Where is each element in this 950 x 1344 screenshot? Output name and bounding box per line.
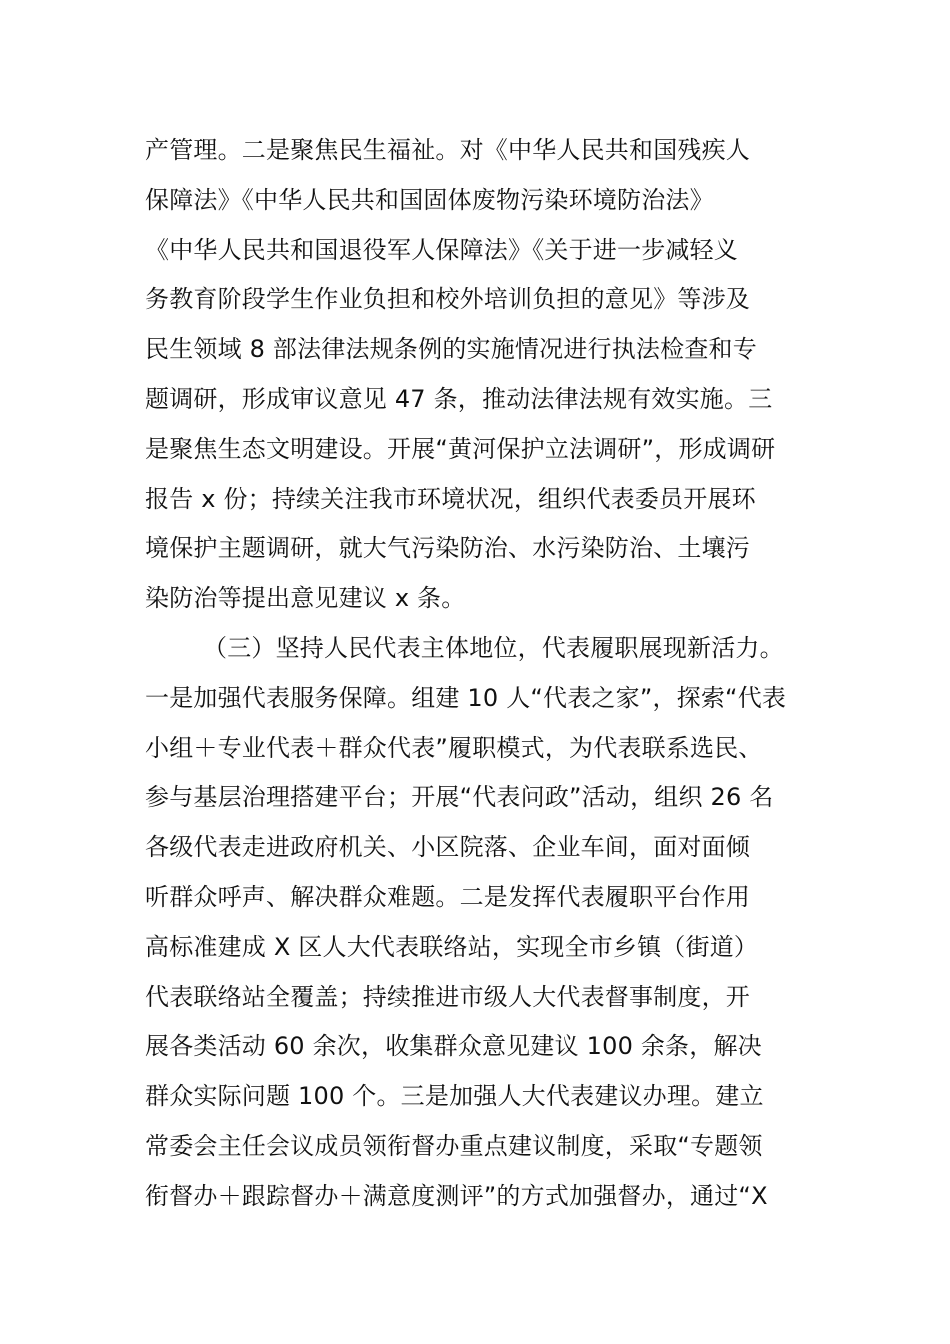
text-line: 民生领域 8 部法律法规条例的实施情况进行执法检查和专 bbox=[145, 335, 757, 364]
text-line: 保障法》《中华人民共和国固体废物污染环境防治法》 bbox=[145, 185, 714, 214]
body-text bbox=[145, 126, 825, 1222]
text-line: 各级代表走进政府机关、小区院落、企业车间，面对面倾 bbox=[145, 833, 750, 862]
text-line: 题调研，形成审议意见 47 条，推动法律法规有效实施。三 bbox=[145, 384, 773, 413]
text-line: 染防治等提出意见建议 x 条。 bbox=[145, 584, 466, 613]
text-line: 报告 x 份；持续关注我市环境状况，组织代表委员开展环 bbox=[145, 484, 756, 513]
section-heading: （三）坚持人民代表主体地位，代表履职展现新活力。 bbox=[203, 633, 784, 662]
text-line: 衔督办＋跟踪督办＋满意度测评”的方式加强督办，通过“X bbox=[145, 1181, 768, 1210]
text-line: 常委会主任会议成员领衔督办重点建议制度，采取“专题领 bbox=[145, 1131, 763, 1160]
text-line: 高标准建成 X 区人大代表联络站，实现全市乡镇（街道） bbox=[145, 932, 759, 961]
text-line: 是聚焦生态文明建设。开展“黄河保护立法调研”，形成调研 bbox=[145, 434, 776, 463]
text-line: 一是加强代表服务保障。组建 10 人“代表之家”，探索“代表 bbox=[145, 683, 787, 712]
text-line: 《中华人民共和国退役军人保障法》《关于进一步减轻义 bbox=[145, 235, 738, 264]
text-line: 听群众呼声、解决群众难题。二是发挥代表履职平台作用 bbox=[145, 882, 750, 911]
text-line: 代表联络站全覆盖；持续推进市级人大代表督事制度，开 bbox=[145, 982, 750, 1011]
text-line: 小组＋专业代表＋群众代表”履职模式，为代表联系选民、 bbox=[145, 733, 763, 762]
text-line: 群众实际问题 100 个。三是加强人大代表建议办理。建立 bbox=[145, 1082, 764, 1111]
text-line: 境保护主题调研，就大气污染防治、水污染防治、土壤污 bbox=[145, 534, 750, 563]
text-line: 务教育阶段学生作业负担和校外培训负担的意见》等涉及 bbox=[145, 285, 750, 314]
text-line: 参与基层治理搭建平台；开展“代表问政”活动，组织 26 名 bbox=[145, 783, 774, 812]
text-line: 产管理。二是聚焦民生福祉。对《中华人民共和国残疾人 bbox=[145, 136, 750, 164]
text-line: 展各类活动 60 余次，收集群众意见建议 100 余条，解决 bbox=[145, 1032, 762, 1061]
